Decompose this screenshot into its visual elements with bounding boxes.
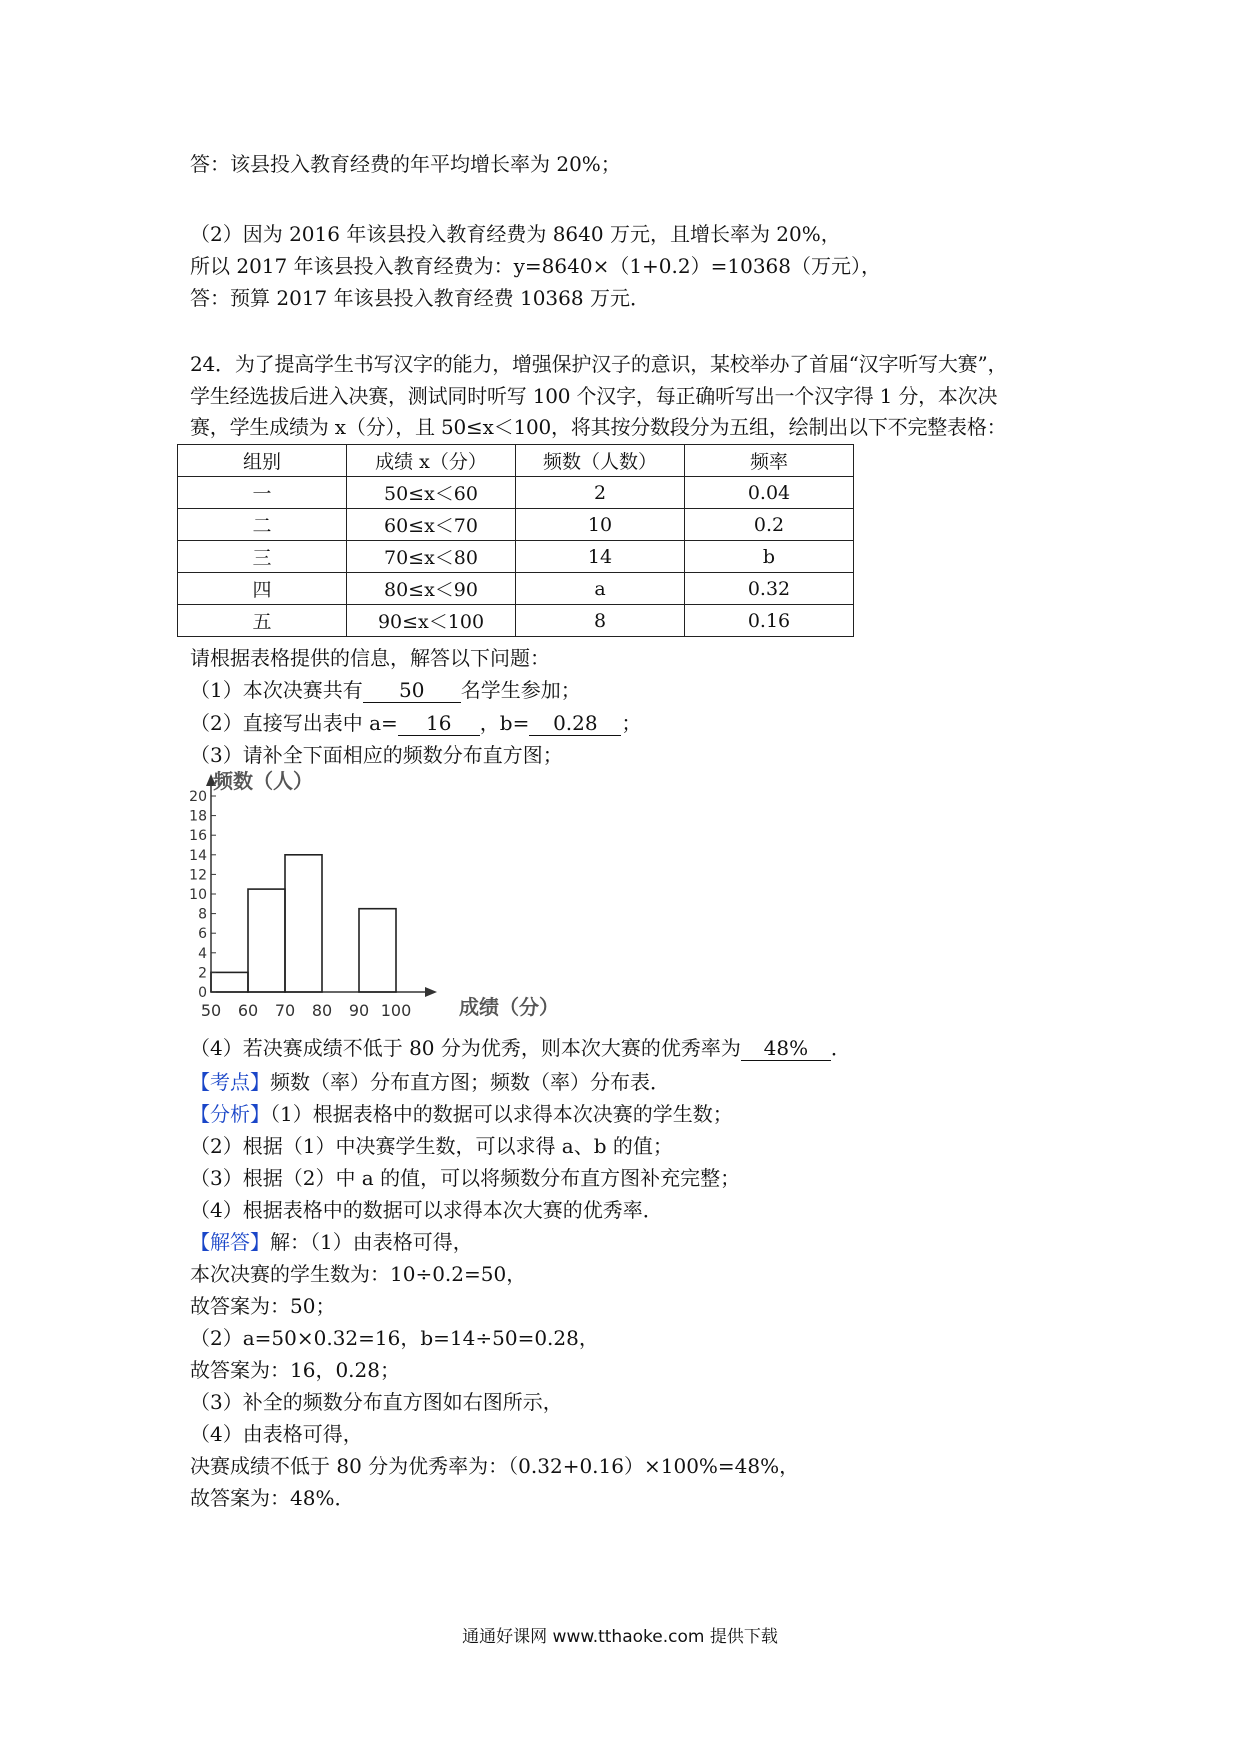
x-tick-label: 70: [274, 1001, 296, 1020]
question-4-answer: 48%: [741, 1036, 831, 1061]
solution-line-1: 本次决赛的学生数为：10÷0.2=50，: [190, 1262, 527, 1286]
jieda-line: [190, 1228, 473, 1256]
header-rate: 频率: [685, 445, 854, 477]
jieda-head: 解：（1）由表格可得，: [270, 1230, 473, 1254]
question-2-mid: ，b=: [479, 711, 530, 735]
questions-intro: 请根据表格提供的信息，解答以下问题：: [190, 646, 550, 670]
x-axis-arrow: [425, 987, 437, 997]
question-2-answer-a: 16: [398, 711, 480, 736]
histogram-bar: [211, 972, 248, 992]
question-4-suffix: ．: [830, 1036, 851, 1060]
y-tick-label: 20: [189, 789, 207, 805]
table-cell: 五: [178, 605, 347, 637]
y-tick-label: 8: [198, 906, 207, 923]
y-tick-label: 18: [189, 808, 207, 825]
question-1-text: （1）本次决赛共有: [190, 678, 363, 702]
table-row: [178, 509, 854, 541]
fenxi-line-3: （3）根据（2）中 a 的值，可以将频数分布直方图补充完整；: [190, 1166, 741, 1190]
table-cell: 10: [516, 509, 685, 541]
answer-line-2: （2）因为 2016 年该县投入教育经费为 8640 万元，且增长率为 20%，: [190, 222, 841, 246]
fenxi-line-4: （4）根据表格中的数据可以求得本次大赛的优秀率．: [190, 1198, 663, 1222]
fenxi-tag: 【分析】: [190, 1102, 270, 1126]
y-tick-label: 2: [198, 965, 207, 982]
problem-line-1: 24．为了提高学生书写汉字的能力，增强保护汉子的意识，某校举办了首届“汉字听写大赛”，: [190, 352, 1008, 376]
x-tick-label: 90: [348, 1001, 370, 1020]
table-cell: 0.32: [685, 573, 854, 605]
table-cell: 0.2: [685, 509, 854, 541]
x-tick-label: 50: [200, 1001, 222, 1020]
problem-line-3: 赛，学生成绩为 x（分），且 50≤x＜100，将其按分数段分为五组，绘制出以下不完整表格：: [190, 415, 1007, 439]
solution-line-5: （3）补全的频数分布直方图如右图所示，: [190, 1390, 563, 1414]
x-tick-label: 80: [311, 1001, 333, 1020]
question-1-suffix: 名学生参加；: [460, 678, 581, 702]
header-frequency: 频数（人数）: [516, 445, 685, 477]
solution-line-2: 故答案为：50；: [190, 1294, 336, 1318]
jieda-tag: 【解答】: [190, 1230, 270, 1254]
solution-line-3: （2）a=50×0.32=16，b=14÷50=0.28，: [190, 1326, 599, 1350]
question-4: [190, 1034, 851, 1062]
table-cell: 二: [178, 509, 347, 541]
kaodian-tag: 【考点】: [190, 1070, 270, 1094]
table-cell: 0.16: [685, 605, 854, 637]
fenxi-line-2: （2）根据（1）中决赛学生数，可以求得 a、b 的值；: [190, 1134, 673, 1158]
y-axis-label: 频数（人）: [213, 770, 313, 793]
table-header-row: [178, 445, 854, 477]
fenxi-line-1: [190, 1100, 733, 1128]
histogram-bar: [285, 855, 322, 992]
histogram-ticks: [189, 789, 411, 1020]
answer-line-4: 答：预算 2017 年该县投入教育经费 10368 万元．: [190, 286, 650, 310]
page-footer: 通通好课网 www.tthaoke.com 提供下载: [462, 1627, 778, 1647]
kaodian-text: 频数（率）分布直方图；频数（率）分布表．: [270, 1070, 670, 1094]
table-cell: 一: [178, 477, 347, 509]
table-row: [178, 477, 854, 509]
answer-line-1: 答：该县投入教育经费的年平均增长率为 20%；: [190, 152, 621, 176]
x-tick-label: 100: [380, 1001, 412, 1020]
question-2: [190, 709, 641, 737]
table-cell: 70≤x＜80: [347, 541, 516, 573]
y-tick-label: 4: [198, 945, 207, 962]
x-axis-label: 成绩（分）: [459, 995, 559, 1019]
y-tick-label: 10: [189, 887, 207, 903]
solution-line-6: （4）由表格可得，: [190, 1422, 363, 1446]
table-cell: 50≤x＜60: [347, 477, 516, 509]
question-1: [190, 676, 581, 704]
histogram-bar: [248, 889, 285, 992]
table-cell: 0.04: [685, 477, 854, 509]
question-4-text: （4）若决赛成绩不低于 80 分为优秀，则本次大赛的优秀率为: [190, 1036, 741, 1060]
histogram-bar: [359, 909, 396, 992]
question-2-answer-b: 0.28: [529, 711, 621, 736]
table-cell: 四: [178, 573, 347, 605]
question-1-answer: 50: [363, 678, 461, 703]
table-cell: 90≤x＜100: [347, 605, 516, 637]
y-tick-label: 0: [198, 985, 207, 1001]
table-cell: 8: [516, 605, 685, 637]
table-cell: 三: [178, 541, 347, 573]
question-3: （3）请补全下面相应的频数分布直方图；: [190, 743, 563, 767]
question-2-text: （2）直接写出表中 a=: [190, 711, 398, 735]
header-score: 成绩 x（分）: [347, 445, 516, 477]
solution-line-8: 故答案为：48%．: [190, 1486, 355, 1510]
answer-line-3: 所以 2017 年该县投入教育经费为：y=8640×（1+0.2）=10368（万元），: [190, 254, 881, 278]
y-tick-label: 12: [189, 867, 207, 884]
table-cell: b: [685, 541, 854, 573]
x-tick-label: 60: [237, 1001, 259, 1020]
table-cell: 80≤x＜90: [347, 573, 516, 605]
histogram-chart: [175, 770, 575, 1020]
y-tick-label: 16: [189, 828, 207, 845]
table-cell: 2: [516, 477, 685, 509]
header-group: 组别: [178, 445, 347, 477]
fenxi-text-1: （1）根据表格中的数据可以求得本次决赛的学生数；: [270, 1102, 733, 1126]
table-row: [178, 605, 854, 637]
histogram-bars: [211, 855, 396, 992]
solution-line-7: 决赛成绩不低于 80 分为优秀率为：（0.32+0.16）×100%=48%，: [190, 1454, 800, 1478]
y-tick-label: 6: [198, 926, 207, 943]
question-2-suffix: ；: [621, 711, 642, 735]
table-cell: a: [516, 573, 685, 605]
problem-line-2: 学生经选拔后进入决赛，测试同时听写 100 个汉字，每正确听写出一个汉字得 1 分，本次决: [190, 384, 998, 408]
table-row: [178, 541, 854, 573]
table-cell: 60≤x＜70: [347, 509, 516, 541]
frequency-table: [177, 444, 854, 637]
table-cell: 14: [516, 541, 685, 573]
solution-line-4: 故答案为：16，0.28；: [190, 1358, 400, 1382]
table-row: [178, 573, 854, 605]
kaodian-line: [190, 1068, 670, 1096]
y-tick-label: 14: [189, 847, 207, 864]
